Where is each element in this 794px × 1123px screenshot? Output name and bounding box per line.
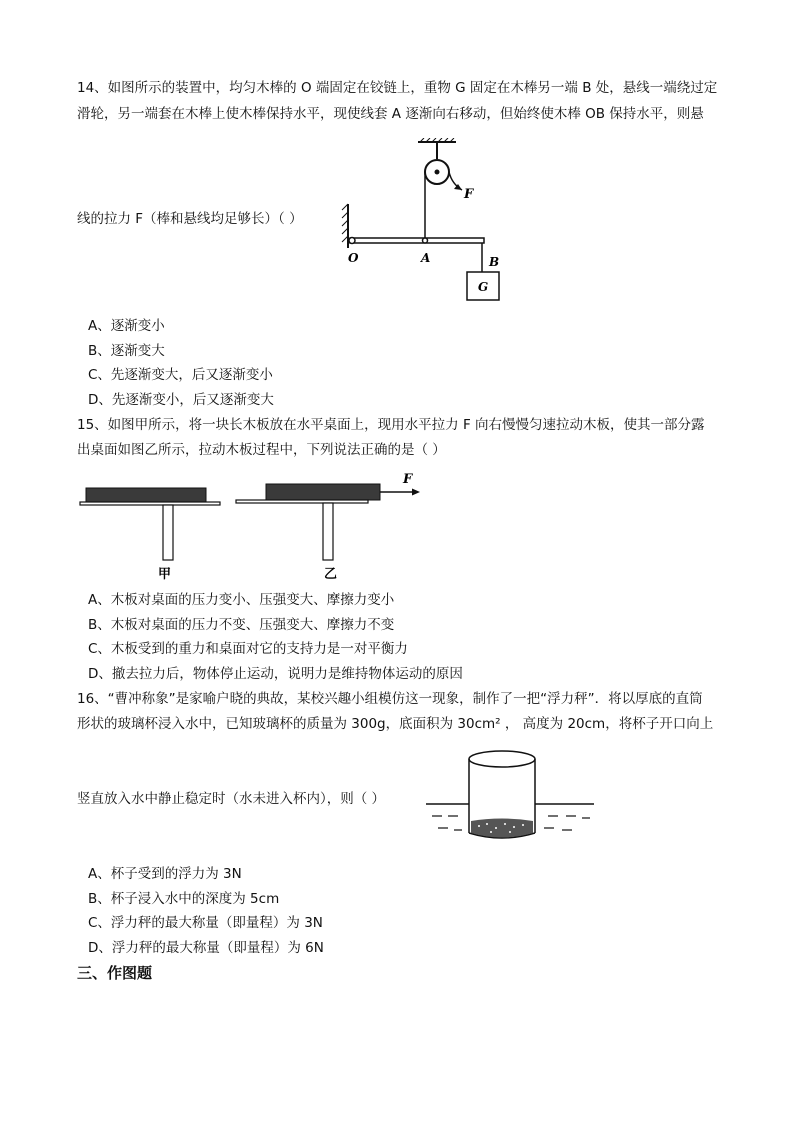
q14-text-line2: 滑轮，另一端套在木棒上使木棒保持水平，现使线套 A 逐渐向右移动，但始终使木棒 OB 保持水平，则悬 [77,106,704,122]
label-b: B [489,255,500,269]
table-top-yi [236,500,368,503]
q16-text-line1: 16、“曹冲称象”是家喻户晓的典故，某校兴趣小组模仿这一现象，制作了一把“浮力秤”．将以厚底的直筒 [77,691,703,707]
q14-lever-pulley-figure [330,138,510,308]
q16-option-a: A、杯子受到的浮力为 3N [88,866,242,882]
label-g: G [478,280,489,294]
q16-floating-cup-figure [424,746,596,850]
q16-option-b: B、杯子浸入水中的深度为 5cm [88,891,280,907]
wooden-rod [350,238,484,243]
q15-option-a: A、木板对桌面的压力变小、压强变大、摩擦力变小 [88,592,395,608]
board-jia [86,488,206,502]
q14-text-line1: 14、如图所示的装置中，均匀木棒的 O 端固定在铰链上，重物 G 固定在木棒另一端 B 处，悬线一端绕过定 [77,80,718,96]
label-a: A [421,251,431,265]
pulley-axle [435,170,440,175]
q16-text-line2: 形状的玻璃杯浸入水中，已知玻璃杯的质量为 300g，底面积为 30cm² ， 高度为 20cm，将杯子开口向上 [77,716,714,732]
q14-option-c: C、先逐渐变大，后又逐渐变小 [88,367,273,383]
q15-board-figure [76,470,436,582]
cup-rim [469,751,535,767]
q16-text-line3: 竖直放入水中静止稳定时（水未进入杯内），则（ ） [77,791,386,807]
table-leg-yi [323,503,333,560]
table-top-jia [80,502,220,505]
force-f-arrowhead-15 [412,489,420,496]
q15-text-line2: 出桌面如图乙所示，拉动木板过程中，下列说法正确的是（ ） [77,442,446,458]
cup-thick-base [471,819,533,838]
q14-option-a: A、逐渐变小 [88,318,165,334]
label-yi: 乙 [324,567,338,582]
label-jia: 甲 [158,567,172,582]
q15-option-b: B、木板对桌面的压力不变、压强变大、摩擦力不变 [88,617,395,633]
q16-option-d: D、浮力秤的最大称量（即量程）为 6N [88,940,324,956]
table-leg-jia [163,505,173,560]
label-f-15: F [403,472,413,487]
q15-text-line1: 15、如图甲所示，将一块长木板放在水平桌面上，现用水平拉力 F 向右慢慢匀速拉动木板，使其一部分露 [77,417,705,433]
q14-text-line3: 线的拉力 F（棒和悬线均足够长）（ ） [77,211,303,227]
q15-option-d: D、撤去拉力后，物体停止运动，说明力是维持物体运动的原因 [88,666,463,682]
q16-option-c: C、浮力秤的最大称量（即量程）为 3N [88,915,323,931]
label-o: O [348,251,359,265]
q14-option-b: B、逐渐变大 [88,343,165,359]
label-f: F [464,187,474,202]
section-heading: 三、作图题 [77,964,153,982]
board-yi [266,484,380,500]
hinge-o [349,238,355,244]
q14-option-d: D、先逐渐变小，后又逐渐变大 [88,392,274,408]
loop-a [423,238,428,243]
q15-option-c: C、木板受到的重力和桌面对它的支持力是一对平衡力 [88,641,408,657]
